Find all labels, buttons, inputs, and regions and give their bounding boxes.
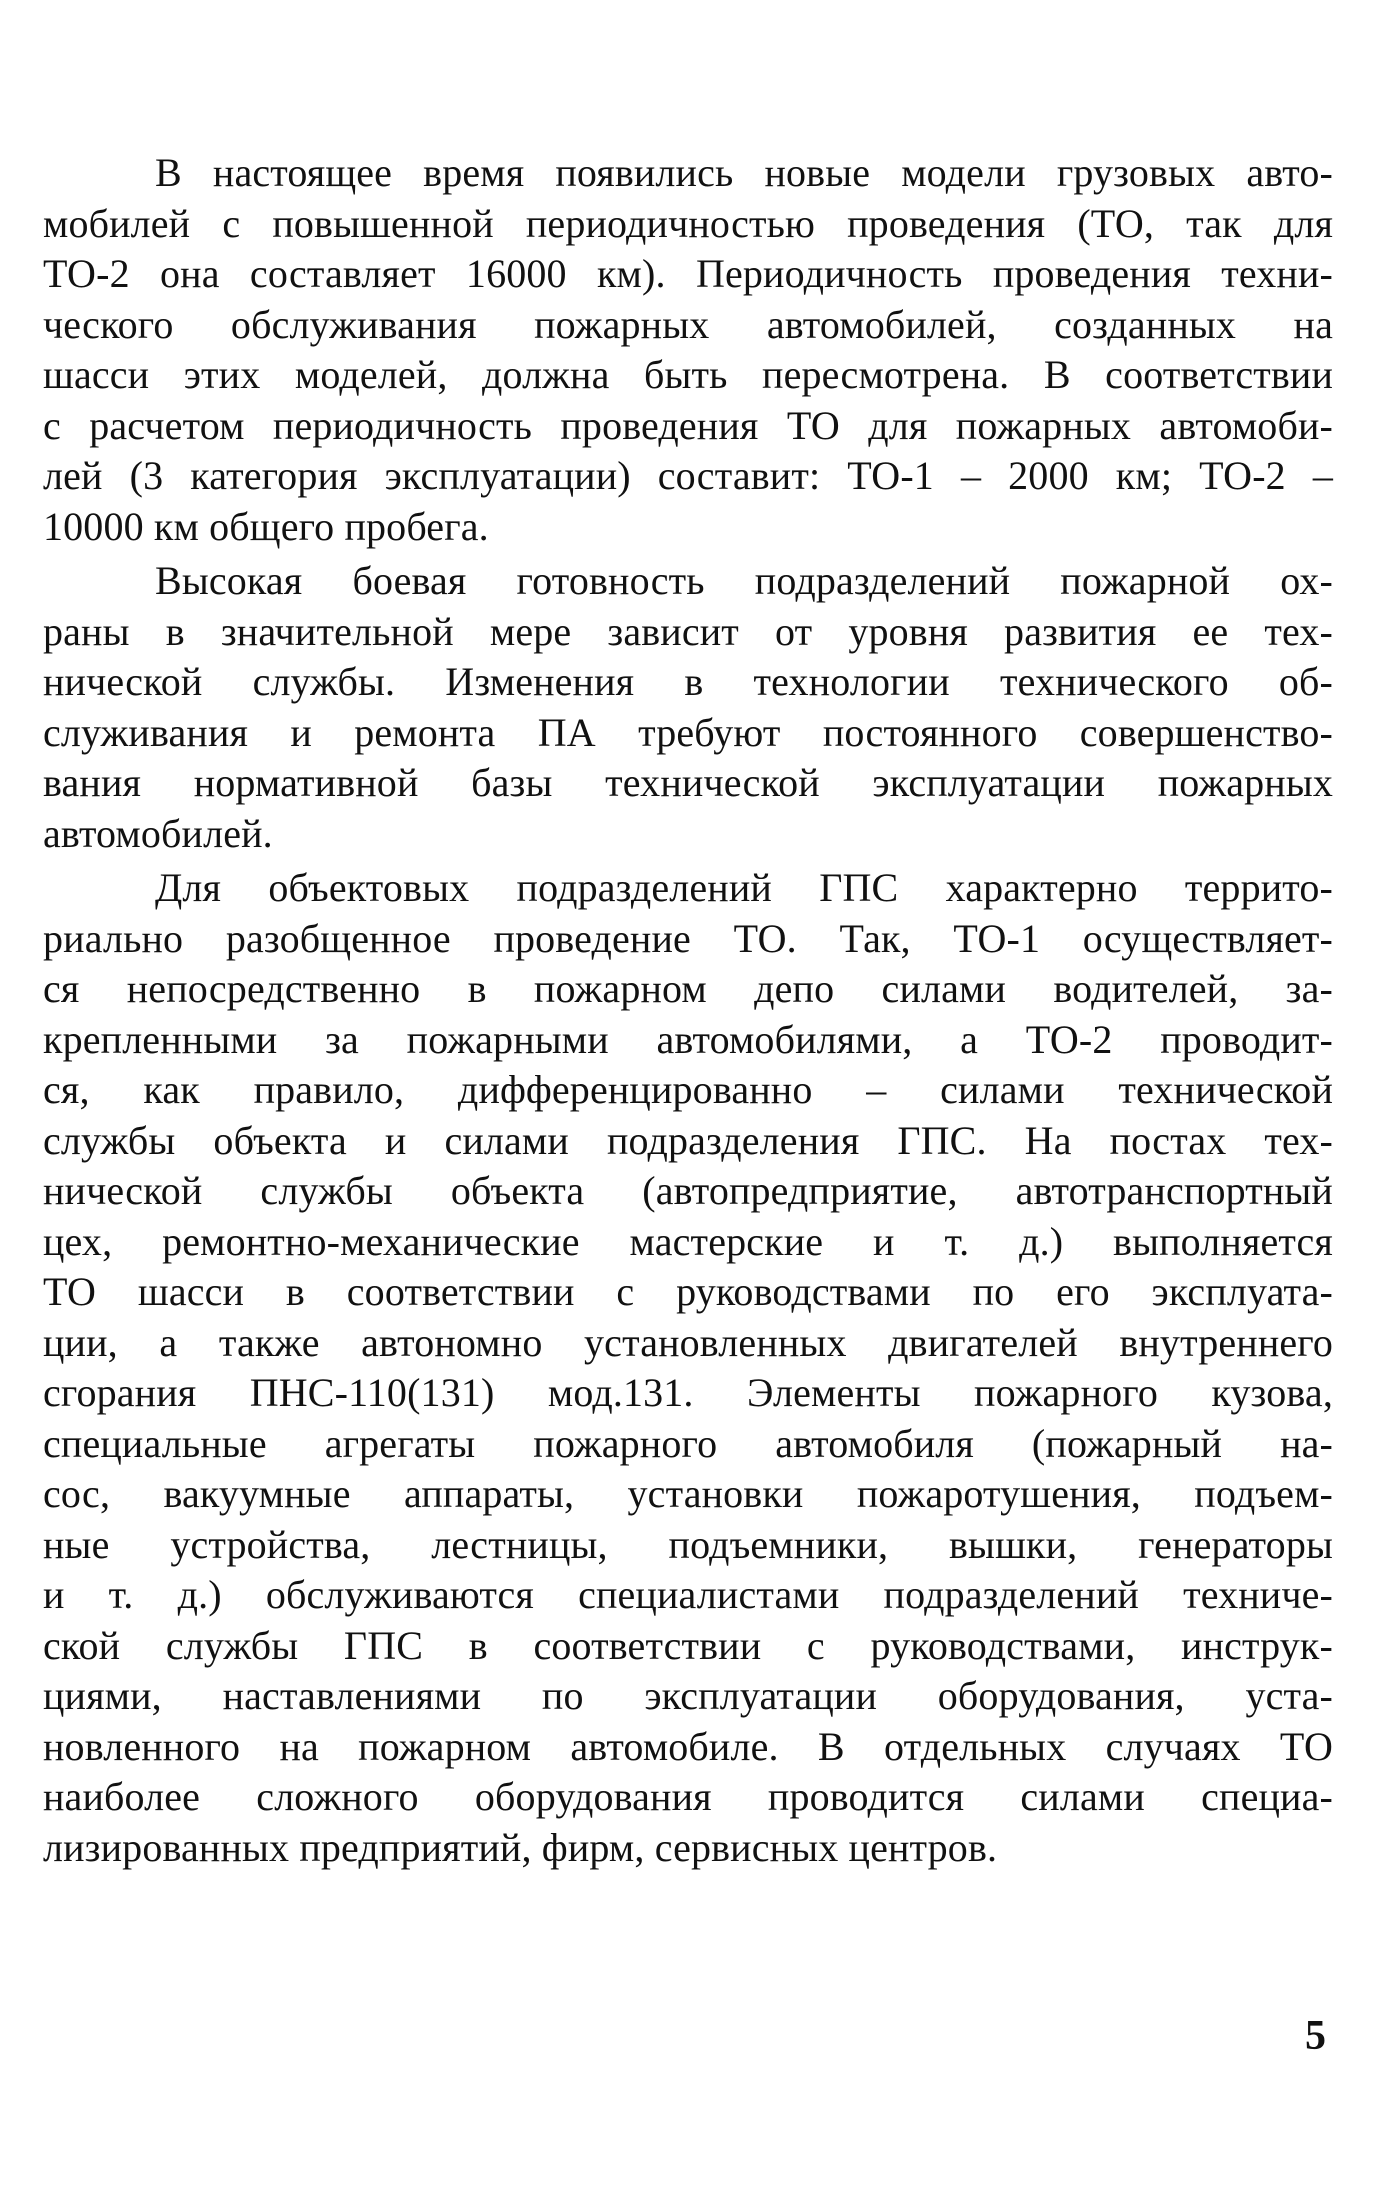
text-line: цех, ремонтно-механические мастерские и т. д.) выполняется xyxy=(43,1218,1333,1264)
text-line: шасси этих моделей, должна быть пересмотрена. В соответствии xyxy=(43,352,1333,397)
text-line: новленного на пожарном автомобиле. В отдельных случаях ТО xyxy=(43,1723,1333,1769)
text-line: автомобилей. xyxy=(43,810,273,856)
text-line: В настоящее время появились новые модели грузовых авто- xyxy=(155,150,1333,195)
page-number: 5 xyxy=(1305,2013,1326,2059)
text-line: 10000 км общего пробега. xyxy=(43,503,489,549)
text-line: лизированных предприятий, фирм, сервисных центров. xyxy=(43,1824,998,1870)
text-line: ся непосредственно в пожарном депо силами водителей, за- xyxy=(43,966,1333,1011)
text-line: мобилей с повышенной периодичностью проведения (ТО, так для xyxy=(43,200,1333,246)
text-line: специальные агрегаты пожарного автомобиля (пожарный на- xyxy=(43,1420,1333,1466)
text-line: служивания и ремонта ПА требуют постоянного совершенство- xyxy=(43,709,1333,755)
text-line: лей (3 категория эксплуатации) составит: ТО-1 – 2000 км; ТО-2 – xyxy=(43,453,1333,498)
text-line: нической службы объекта (автопредприятие, автотранспортный xyxy=(43,1168,1333,1213)
text-line: нической службы. Изменения в технологии технического об- xyxy=(43,659,1333,704)
text-line: вания нормативной базы технической эксплуатации пожарных xyxy=(43,760,1333,805)
text-line: и т. д.) обслуживаются специалистами подразделений техниче- xyxy=(43,1572,1333,1617)
paragraph xyxy=(43,556,1333,859)
text-line: ции, а также автономно установленных двигателей внутреннего xyxy=(43,1319,1333,1365)
text-line: ся, как правило, дифференцированно – силами технической xyxy=(43,1067,1333,1112)
text-line: Для объектовых подразделений ГПС характерно террито- xyxy=(155,865,1333,910)
paragraph xyxy=(43,863,1333,1873)
text-line: сгорания ПНС-110(131) мод.131. Элементы пожарного кузова, xyxy=(43,1370,1333,1415)
text-line: крепленными за пожарными автомобилями, а ТО-2 проводит- xyxy=(43,1016,1333,1062)
text-line: сос, вакуумные аппараты, установки пожаротушения, подъем- xyxy=(43,1471,1333,1516)
text-line: ные устройства, лестницы, подъемники, вышки, генераторы xyxy=(43,1521,1333,1567)
text-line: ТО-2 она составляет 16000 км). Периодичность проведения техни- xyxy=(43,251,1333,296)
text-line: ской службы ГПС в соответствии с руководствами, инструк- xyxy=(43,1622,1333,1668)
text-line: ческого обслуживания пожарных автомобилей, созданных на xyxy=(43,301,1333,347)
text-line: наиболее сложного оборудования проводится силами специа- xyxy=(43,1774,1333,1819)
text-line: раны в значительной мере зависит от уровня развития ее тех- xyxy=(43,608,1333,654)
text-line: риально разобщенное проведение ТО. Так, ТО-1 осуществляет- xyxy=(43,915,1333,961)
text-line: службы объекта и силами подразделения ГПС. На постах тех- xyxy=(43,1117,1333,1163)
text-line: циями, наставлениями по эксплуатации оборудования, уста- xyxy=(43,1673,1333,1718)
text-line: Высокая боевая готовность подразделений пожарной ох- xyxy=(155,558,1333,603)
text-line: ТО шасси в соответствии с руководствами по его эксплуата- xyxy=(43,1269,1333,1314)
body-text xyxy=(43,148,1333,1873)
paragraph xyxy=(43,148,1333,552)
text-line: с расчетом периодичность проведения ТО для пожарных автомоби- xyxy=(43,402,1333,448)
